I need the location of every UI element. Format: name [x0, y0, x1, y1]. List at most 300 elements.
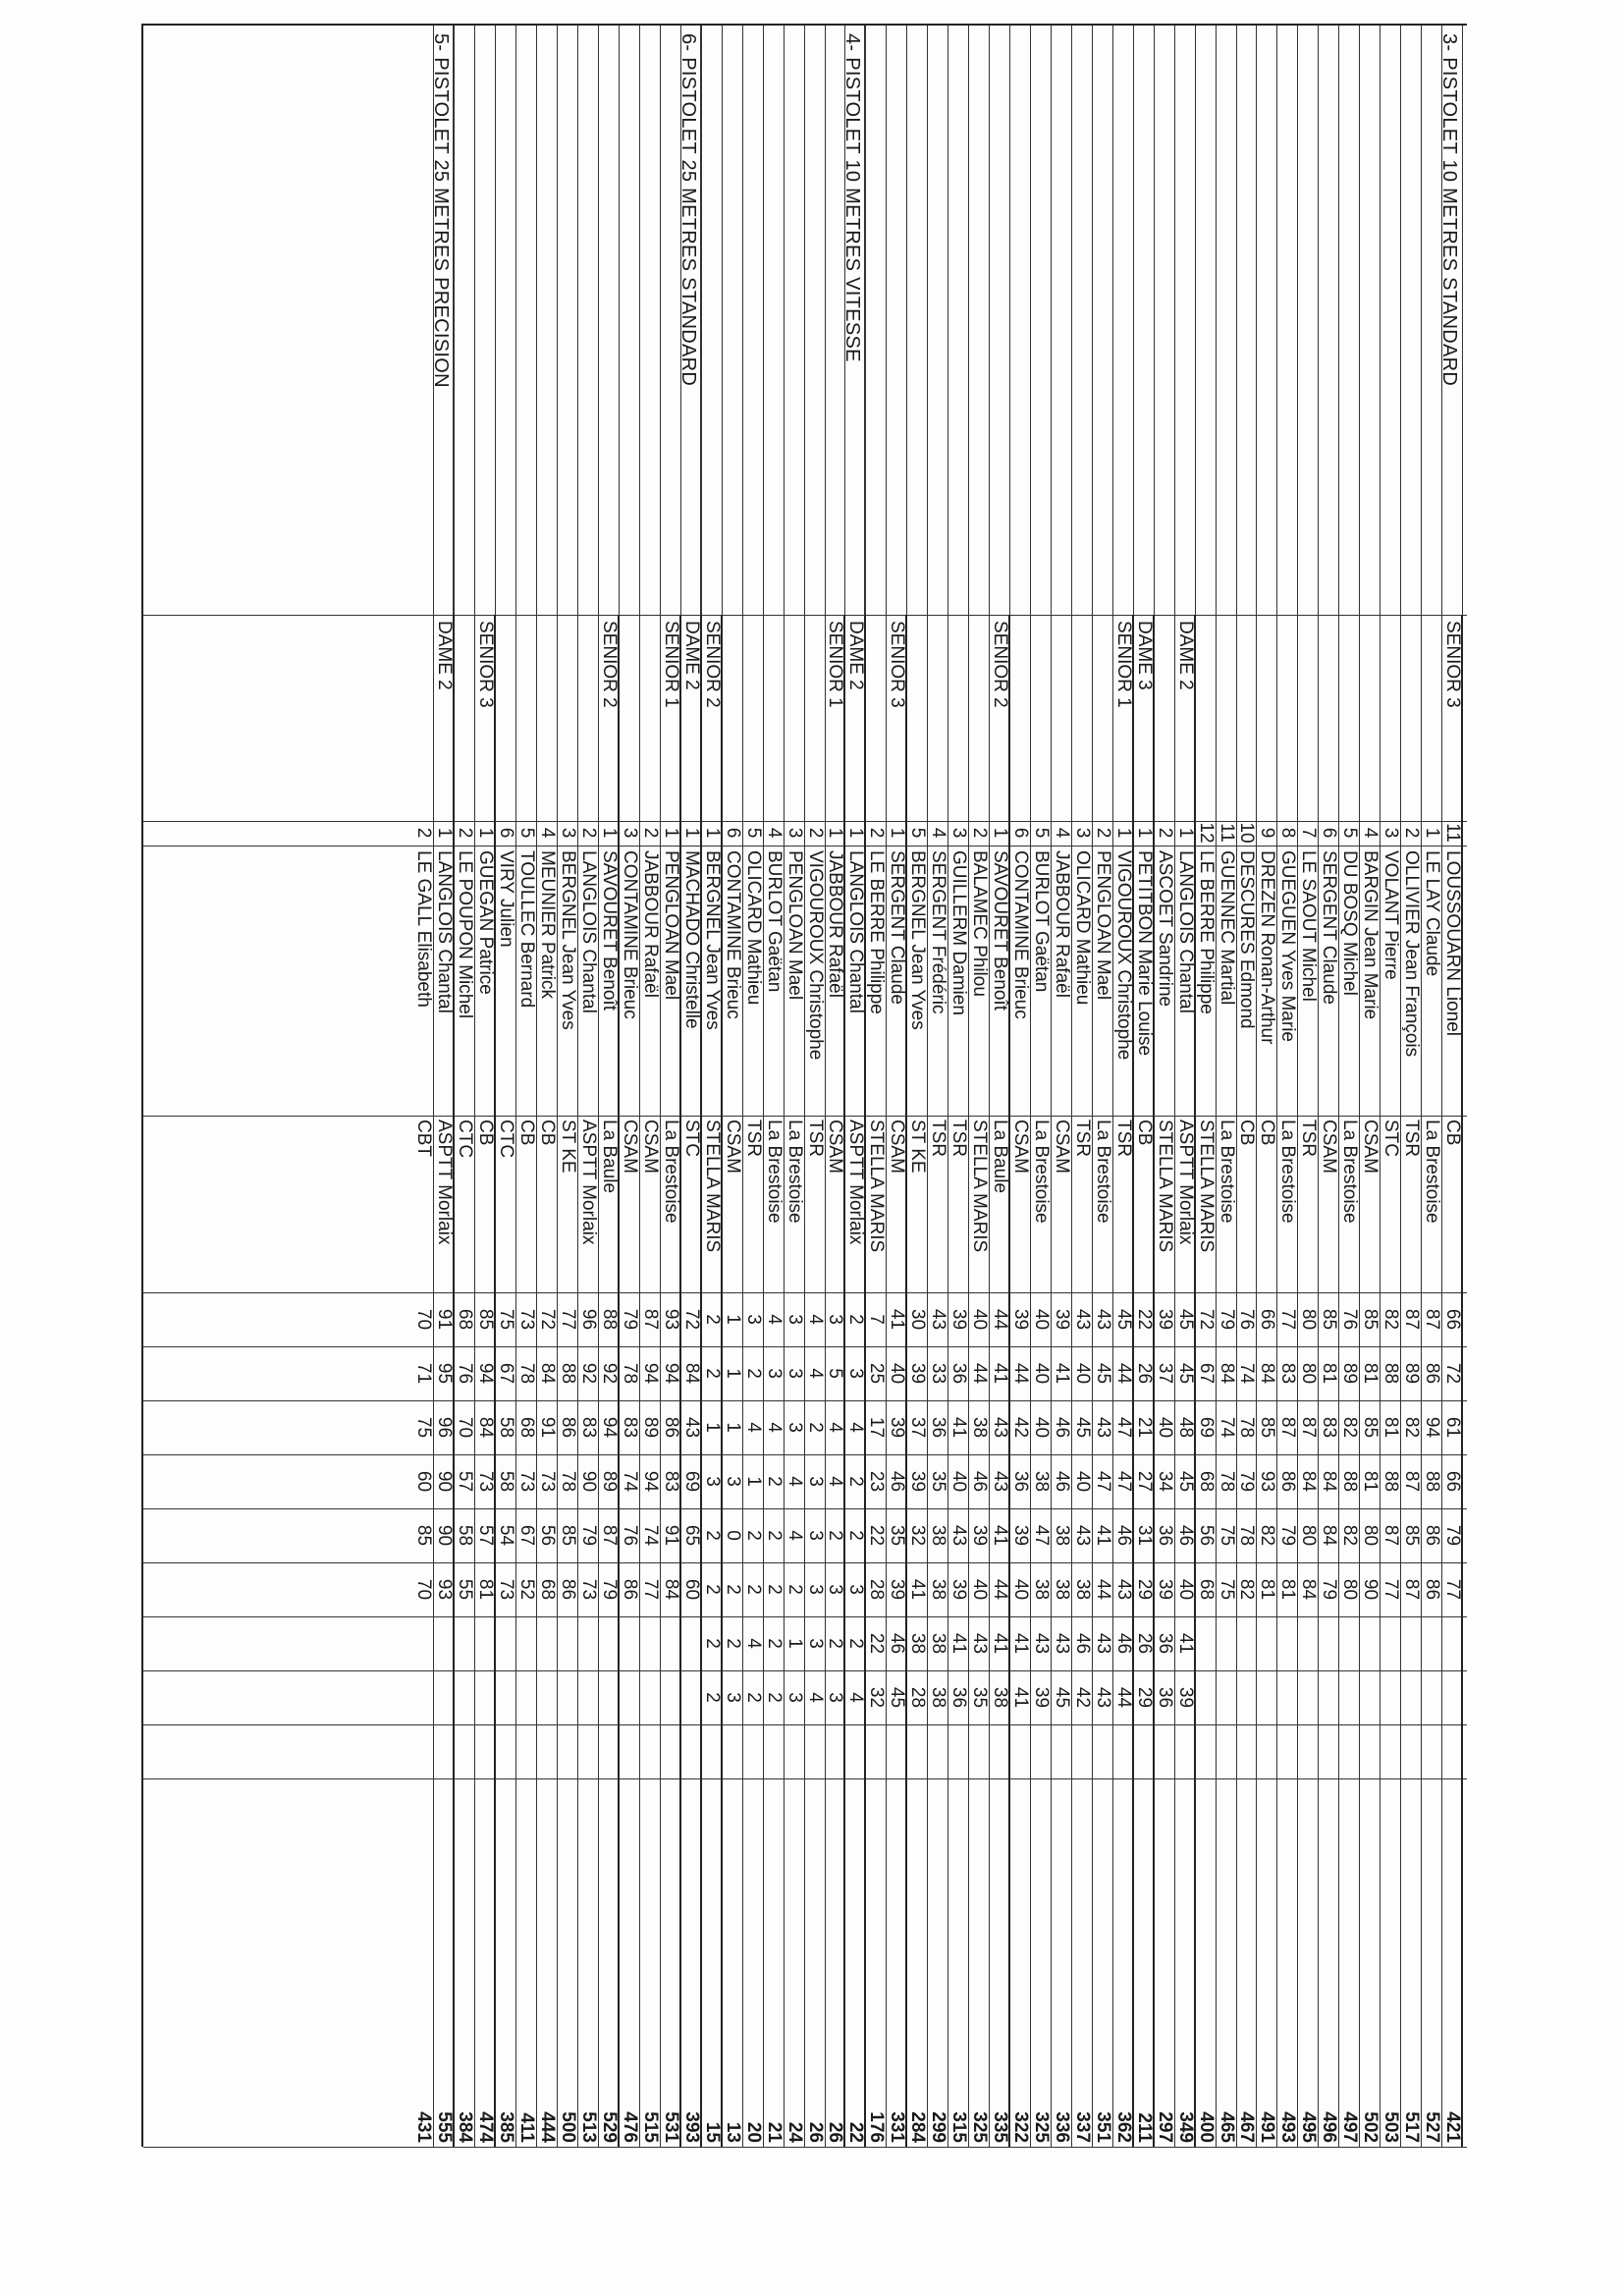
series-score: 83: [1319, 1416, 1340, 1439]
series-score: 68: [537, 1578, 559, 1601]
series-score: 42: [1010, 1416, 1032, 1439]
series-score: 86: [1422, 1524, 1443, 1547]
row-divider: [1338, 26, 1339, 2147]
club-name: ASPTT Morlaix: [1174, 1120, 1196, 1245]
series-score: 2: [845, 1530, 867, 1541]
series-score: 2: [742, 1530, 764, 1541]
series-score: 91: [537, 1416, 559, 1439]
total-score: 476: [620, 2111, 640, 2143]
column-divider: [143, 1778, 1467, 1779]
series-score: 39: [1174, 1686, 1196, 1709]
series-score: 78: [1216, 1470, 1237, 1493]
series-score: 77: [1442, 1578, 1463, 1601]
shooter-name: LANGLOIS Chantal: [434, 850, 456, 1013]
rank-cell: 5: [1339, 827, 1361, 839]
series-score: 38: [1031, 1578, 1052, 1601]
series-score: 32: [907, 1524, 929, 1547]
series-score: 89: [1339, 1362, 1361, 1385]
total-score: 336: [1051, 2111, 1072, 2143]
series-score: 75: [1216, 1578, 1237, 1601]
total-score: 491: [1257, 2111, 1278, 2143]
series-score: 45: [1092, 1362, 1113, 1385]
rank-cell: 11: [1216, 823, 1237, 843]
series-score: 32: [866, 1686, 888, 1709]
series-score: 70: [455, 1416, 476, 1439]
series-score: 72: [537, 1308, 559, 1331]
section-divider: [453, 26, 455, 615]
series-score: 39: [948, 1308, 970, 1331]
series-score: 58: [496, 1470, 517, 1493]
section-title: 4- PISTOLET 10 METRES VITESSE: [841, 33, 864, 362]
series-score: 38: [928, 1578, 949, 1601]
rank-cell: 1: [1422, 827, 1443, 839]
series-score: 68: [1195, 1578, 1217, 1601]
series-score: 39: [907, 1470, 929, 1493]
series-score: 83: [620, 1416, 640, 1439]
series-score: 74: [639, 1524, 661, 1547]
series-score: 35: [928, 1470, 949, 1493]
club-name: STELLA MARIS: [701, 1120, 723, 1253]
rank-cell: 5: [516, 827, 538, 839]
series-score: 46: [1051, 1470, 1072, 1493]
series-score: 3: [825, 1314, 846, 1325]
row-divider: [1359, 26, 1360, 2147]
series-score: 38: [1031, 1470, 1052, 1493]
series-score: 46: [887, 1470, 908, 1493]
club-name: STC: [680, 1120, 702, 1157]
series-score: 43: [1092, 1308, 1113, 1331]
series-score: 72: [680, 1308, 702, 1331]
series-score: 4: [763, 1422, 785, 1433]
series-score: 92: [578, 1362, 600, 1385]
row-divider: [1318, 26, 1319, 2147]
series-score: 87: [1422, 1308, 1443, 1331]
series-score: 40: [969, 1578, 991, 1601]
row-divider: [1174, 26, 1175, 2147]
series-score: 84: [660, 1578, 681, 1601]
series-score: 81: [1380, 1416, 1402, 1439]
rank-cell: 1: [599, 827, 621, 839]
rank-cell: 5: [742, 827, 764, 839]
series-score: 40: [1010, 1578, 1032, 1601]
club-name: STELLA MARIS: [969, 1120, 991, 1253]
total-score: 495: [1298, 2111, 1320, 2143]
club-name: CBT: [413, 1120, 435, 1157]
section-divider: [700, 26, 702, 615]
series-score: 46: [1112, 1524, 1134, 1547]
series-score: 47: [1112, 1416, 1134, 1439]
shooter-name: BARGIN Jean Marie: [1360, 850, 1381, 1020]
row-divider: [886, 26, 887, 2147]
series-score: 87: [1277, 1416, 1299, 1439]
series-score: 17: [866, 1416, 888, 1439]
series-score: 82: [1339, 1524, 1361, 1547]
series-score: 2: [701, 1584, 723, 1595]
series-score: 84: [1257, 1362, 1278, 1385]
series-score: 4: [825, 1422, 846, 1433]
shooter-name: BERGNEL Jean Yves: [907, 850, 929, 1030]
total-score: 421: [1442, 2111, 1463, 2143]
shooter-name: BALAMEC Philou: [969, 850, 991, 997]
shooter-name: TOULLEC Bernard: [516, 850, 538, 1009]
series-score: 65: [680, 1524, 702, 1547]
shooter-name: PETITBON Marie Louise: [1133, 850, 1155, 1057]
series-score: 2: [763, 1692, 785, 1703]
series-score: 2: [763, 1584, 785, 1595]
series-score: 77: [558, 1308, 579, 1331]
series-score: 80: [1298, 1362, 1320, 1385]
shooter-name: JABBOUR Rafaël: [1051, 850, 1072, 998]
series-score: 81: [1257, 1578, 1278, 1601]
series-score: 2: [701, 1530, 723, 1541]
series-score: 91: [660, 1524, 681, 1547]
series-score: 37: [1154, 1362, 1175, 1385]
club-name: CSAM: [639, 1120, 661, 1174]
series-score: 79: [578, 1524, 600, 1547]
row-divider: [989, 26, 990, 2147]
club-name: TSR: [742, 1120, 764, 1157]
series-score: 41: [887, 1308, 908, 1331]
series-score: 41: [948, 1416, 970, 1439]
series-score: 43: [928, 1308, 949, 1331]
series-score: 2: [742, 1692, 764, 1703]
shooter-name: VIRY Julien: [496, 850, 517, 948]
series-score: 2: [825, 1638, 846, 1649]
rank-cell: 2: [866, 827, 888, 839]
row-divider: [536, 26, 537, 2147]
series-score: 79: [599, 1578, 621, 1601]
series-score: 80: [1298, 1524, 1320, 1547]
series-score: 72: [1195, 1308, 1217, 1331]
rank-cell: 1: [825, 827, 846, 839]
club-name: TSR: [1112, 1120, 1134, 1157]
column-divider: [143, 615, 1467, 616]
club-name: CTC: [496, 1120, 517, 1159]
series-score: 87: [639, 1308, 661, 1331]
series-score: 4: [845, 1692, 867, 1703]
total-score: 531: [660, 2111, 681, 2143]
series-score: 73: [516, 1470, 538, 1493]
shooter-name: MEUNIER Patrick: [537, 850, 559, 999]
club-name: CSAM: [620, 1120, 640, 1174]
shooter-name: CONTAMINE Brieuc: [620, 850, 640, 1019]
total-score: 351: [1092, 2111, 1113, 2143]
series-score: 38: [990, 1686, 1011, 1709]
row-divider: [1071, 26, 1072, 2147]
results-table: [141, 24, 1467, 2147]
series-score: 68: [516, 1416, 538, 1439]
category-label: DAME 3: [1133, 621, 1155, 690]
series-score: 29: [1133, 1578, 1155, 1601]
series-score: 46: [887, 1632, 908, 1655]
club-name: TSR: [928, 1120, 949, 1157]
series-score: 3: [722, 1692, 743, 1703]
row-divider: [474, 26, 475, 2147]
series-score: 96: [434, 1416, 456, 1439]
series-score: 38: [1051, 1578, 1072, 1601]
series-score: 94: [660, 1362, 681, 1385]
series-score: 74: [1236, 1362, 1258, 1385]
club-name: CSAM: [1360, 1120, 1381, 1174]
series-score: 7: [866, 1314, 888, 1325]
series-score: 2: [701, 1638, 723, 1649]
series-score: 39: [1051, 1308, 1072, 1331]
total-score: 513: [578, 2111, 600, 2143]
column-divider: [143, 1116, 1467, 1117]
series-score: 76: [455, 1362, 476, 1385]
series-score: 25: [866, 1362, 888, 1385]
series-score: 87: [1380, 1524, 1402, 1547]
row-divider: [1216, 26, 1217, 2147]
total-score: 299: [928, 2111, 949, 2143]
total-score: 503: [1380, 2111, 1402, 2143]
shooter-name: BURLOT Gaëtan: [1031, 850, 1052, 993]
series-score: 86: [558, 1578, 579, 1601]
series-score: 47: [1092, 1470, 1113, 1493]
series-score: 84: [1298, 1578, 1320, 1601]
series-score: 38: [928, 1686, 949, 1709]
series-score: 2: [784, 1584, 805, 1595]
club-name: La Brestoise: [1277, 1120, 1299, 1224]
series-score: 1: [784, 1638, 805, 1649]
series-score: 79: [1216, 1308, 1237, 1331]
shooter-name: LE LAY Claude: [1422, 850, 1443, 977]
total-score: 493: [1277, 2111, 1299, 2143]
club-name: CSAM: [825, 1120, 846, 1174]
row-divider: [784, 26, 785, 2147]
series-score: 1: [722, 1422, 743, 1433]
shooter-name: SERGENT Claude: [1319, 850, 1340, 1005]
series-score: 82: [1380, 1308, 1402, 1331]
series-score: 69: [680, 1470, 702, 1493]
total-score: 331: [887, 2111, 908, 2143]
series-score: 38: [969, 1416, 991, 1439]
rank-cell: 2: [969, 827, 991, 839]
series-score: 77: [1277, 1308, 1299, 1331]
series-score: 86: [660, 1416, 681, 1439]
total-score: 26: [804, 2121, 826, 2143]
series-score: 43: [1092, 1632, 1113, 1655]
section-title: 5- PISTOLET 25 METRES PRECISION: [430, 33, 453, 388]
series-score: 87: [1401, 1470, 1423, 1493]
series-score: 3: [825, 1584, 846, 1595]
series-score: 28: [907, 1686, 929, 1709]
series-score: 3: [722, 1476, 743, 1487]
category-label: SENIOR 2: [599, 621, 621, 708]
total-score: 411: [516, 2112, 538, 2143]
total-score: 176: [866, 2111, 888, 2143]
rank-cell: 4: [1360, 827, 1381, 839]
series-score: 94: [639, 1470, 661, 1493]
shooter-name: BERGNEL Jean Yves: [701, 850, 723, 1030]
series-score: 76: [1236, 1308, 1258, 1331]
total-score: 385: [496, 2111, 517, 2143]
club-name: CSAM: [1319, 1120, 1340, 1174]
series-score: 70: [413, 1308, 435, 1331]
shooter-name: VIGOUROUX Christophe: [804, 850, 826, 1061]
club-name: CB: [1236, 1120, 1258, 1146]
shooter-name: SERGENT Claude: [887, 850, 908, 1005]
series-score: 93: [434, 1578, 456, 1601]
series-score: 39: [948, 1578, 970, 1601]
club-name: TSR: [948, 1120, 970, 1157]
shooter-name: LE BERRE Philippe: [866, 850, 888, 1014]
shooter-name: LE SAOUT Michel: [1298, 850, 1320, 1002]
series-score: 81: [1319, 1362, 1340, 1385]
row-divider: [1400, 26, 1401, 2147]
row-divider: [968, 26, 969, 2147]
series-score: 96: [578, 1308, 600, 1331]
series-score: 61: [1442, 1416, 1463, 1439]
series-score: 87: [1401, 1308, 1423, 1331]
series-score: 90: [578, 1470, 600, 1493]
series-score: 3: [763, 1368, 785, 1379]
series-score: 84: [1216, 1362, 1237, 1385]
club-name: CSAM: [1010, 1120, 1032, 1174]
series-score: 78: [620, 1362, 640, 1385]
series-score: 73: [496, 1578, 517, 1601]
series-score: 93: [1257, 1470, 1278, 1493]
shooter-name: VIGOUROUX Christophe: [1112, 850, 1134, 1061]
series-score: 84: [475, 1416, 497, 1439]
series-score: 58: [496, 1416, 517, 1439]
column-divider: [143, 1724, 1467, 1725]
series-score: 21: [1133, 1416, 1155, 1439]
series-score: 45: [1174, 1470, 1196, 1493]
series-score: 4: [804, 1368, 826, 1379]
series-score: 82: [1339, 1416, 1361, 1439]
series-score: 82: [1401, 1416, 1423, 1439]
club-name: TSR: [804, 1120, 826, 1157]
club-name: La Brestoise: [763, 1120, 785, 1224]
rank-cell: 4: [537, 827, 559, 839]
total-score: 496: [1319, 2111, 1340, 2143]
series-score: 76: [1339, 1308, 1361, 1331]
series-score: 3: [845, 1368, 867, 1379]
series-score: 4: [784, 1530, 805, 1541]
row-divider: [1112, 26, 1113, 2147]
series-score: 3: [742, 1314, 764, 1325]
series-score: 47: [1031, 1524, 1052, 1547]
series-score: 26: [1133, 1632, 1155, 1655]
shooter-name: OLICARD Mathieu: [742, 850, 764, 1006]
series-score: 36: [948, 1686, 970, 1709]
total-score: 322: [1010, 2111, 1032, 2143]
row-divider: [804, 26, 805, 2147]
row-divider: [1421, 26, 1422, 2147]
club-name: CSAM: [722, 1120, 743, 1174]
shooter-name: PENGLOAN Mael: [660, 850, 681, 1001]
rank-cell: 3: [558, 827, 579, 839]
series-score: 39: [887, 1416, 908, 1439]
series-score: 80: [1339, 1578, 1361, 1601]
club-name: La Brestoise: [1339, 1120, 1361, 1224]
rank-cell: 4: [928, 827, 949, 839]
series-score: 3: [784, 1314, 805, 1325]
series-score: 78: [516, 1362, 538, 1385]
rank-cell: 2: [455, 827, 476, 839]
shooter-name: GUILLERM Damien: [948, 850, 970, 1015]
row-divider: [557, 26, 558, 2147]
series-score: 47: [1112, 1470, 1134, 1493]
row-divider: [1030, 26, 1031, 2147]
series-score: 2: [845, 1314, 867, 1325]
total-score: 13: [722, 2121, 743, 2143]
rank-cell: 5: [1031, 827, 1052, 839]
rank-cell: 2: [1401, 827, 1423, 839]
series-score: 2: [763, 1638, 785, 1649]
series-score: 85: [1360, 1416, 1381, 1439]
series-score: 4: [825, 1476, 846, 1487]
series-score: 44: [1010, 1362, 1032, 1385]
series-score: 39: [907, 1362, 929, 1385]
total-score: 21: [763, 2121, 785, 2143]
series-score: 82: [1257, 1524, 1278, 1547]
series-score: 56: [1195, 1524, 1217, 1547]
total-score: 26: [825, 2121, 846, 2143]
shooter-name: LE GALL Elisabeth: [413, 850, 435, 1008]
shooter-name: SAVOURET Benoît: [599, 850, 621, 1011]
series-score: 79: [620, 1308, 640, 1331]
rank-cell: 3: [1071, 827, 1093, 839]
row-divider: [1257, 26, 1258, 2147]
series-score: 40: [887, 1362, 908, 1385]
series-score: 75: [496, 1308, 517, 1331]
club-name: ST KE: [907, 1120, 929, 1174]
series-score: 26: [1133, 1362, 1155, 1385]
series-score: 57: [455, 1470, 476, 1493]
series-score: 74: [1216, 1416, 1237, 1439]
total-score: 349: [1174, 2111, 1196, 2143]
category-label: SENIOR 1: [1112, 621, 1134, 708]
shooter-name: CONTAMINE Brieuc: [1010, 850, 1032, 1019]
club-name: TSR: [1401, 1120, 1423, 1157]
total-score: 20: [742, 2121, 764, 2143]
series-score: 46: [1174, 1524, 1196, 1547]
club-name: CB: [1257, 1120, 1278, 1146]
series-score: 73: [578, 1578, 600, 1601]
category-label: SENIOR 3: [887, 621, 908, 708]
series-score: 73: [475, 1470, 497, 1493]
total-score: 393: [680, 2111, 702, 2143]
shooter-name: LANGLOIS Chantal: [578, 850, 600, 1013]
series-score: 4: [845, 1422, 867, 1433]
series-score: 35: [969, 1686, 991, 1709]
series-score: 68: [1195, 1470, 1217, 1493]
total-score: 22: [845, 2121, 867, 2143]
club-name: La Brestoise: [1422, 1120, 1443, 1224]
rank-cell: 1: [680, 827, 702, 839]
club-name: CB: [1442, 1120, 1463, 1146]
total-score: 325: [969, 2111, 991, 2143]
series-score: 46: [1051, 1416, 1072, 1439]
club-name: STELLA MARIS: [1154, 1120, 1175, 1253]
series-score: 85: [1360, 1308, 1381, 1331]
series-score: 36: [1154, 1632, 1175, 1655]
shooter-name: VOLANT Pierre: [1380, 850, 1402, 980]
series-score: 52: [516, 1578, 538, 1601]
series-score: 85: [558, 1524, 579, 1547]
series-score: 39: [887, 1578, 908, 1601]
total-score: 497: [1339, 2111, 1361, 2143]
series-score: 90: [434, 1470, 456, 1493]
series-score: 5: [825, 1368, 846, 1379]
category-label: SENIOR 3: [1442, 621, 1463, 708]
row-divider: [763, 26, 764, 2147]
series-score: 88: [1422, 1470, 1443, 1493]
series-score: 41: [1010, 1686, 1032, 1709]
rank-cell: 1: [660, 827, 681, 839]
